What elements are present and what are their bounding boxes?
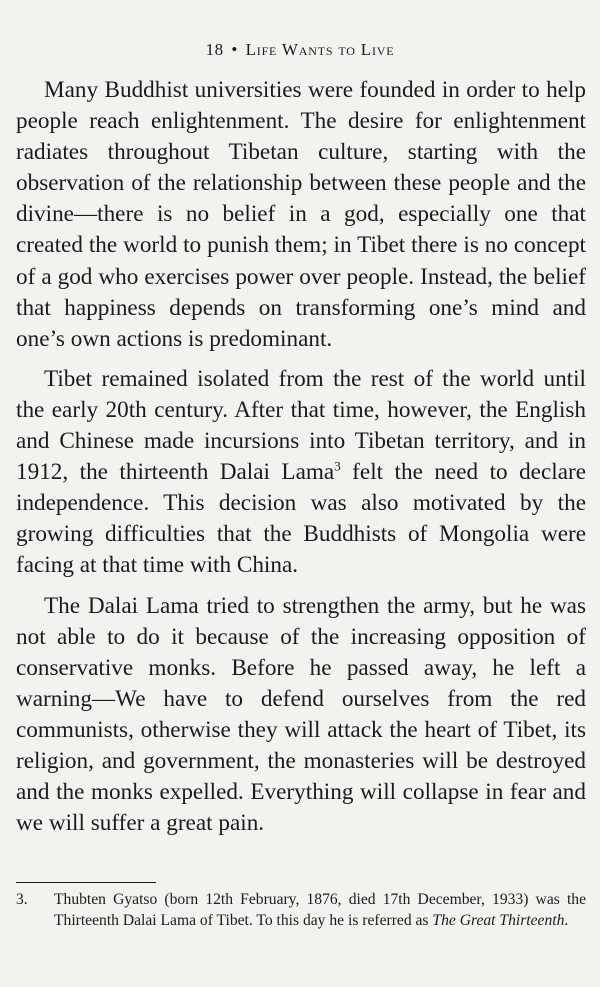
paragraph-2-text-after: felt the need to declare independence. This decision was also motivated by the growing difficulties that the Buddhists of Mongolia were facing at that time with China.: [16, 459, 586, 579]
paragraph-1: Many Buddhist universities were founded in order to help people reach enlightenment. The desire for enlightenment radiates throughout Tibetan culture, starting with the observation of the relationship between these people and the divine—there is no belief in a god, especially one that created the world to punish them; in Tibet there is no concept of a god who exercises power over people. Instead, the belief that happiness depends on transforming one’s mind and one’s own actions is predominant.: [16, 77, 586, 352]
footnote-italic-title: The Great Thirteenth: [432, 912, 565, 929]
paragraph-2-text-before: Tibet remained isolated from the rest of the world until the early 20th century. After that time, however, the English and Chinese made incursions into Tibetan territory, and in 1912, the thirteenth Dalai Lama: [16, 365, 586, 486]
footnote: [16, 889, 586, 931]
header-separator: •: [231, 40, 238, 59]
body-text: [16, 75, 586, 848]
footnote-body: Thubten Gyatso (born 12th February, 1876, died 17th December, 1933) was the Thirteenth Dalai Lama of Tibet. To this day he is referred as: [54, 891, 586, 929]
paragraph-3: The Dalai Lama tried to strengthen the army, but he was not able to do it because of the increasing opposition of conservative monks. Before he passed away, he left a warning—We have to defend ourselves from the red communists, otherwise they will attack the heart of Tibet, its religion, and government, the monasteries will be destroyed and the monks expelled. Everything will collapse in fear and we will suffer a great pain.: [16, 592, 586, 837]
footnote-reference[interactable]: 3: [334, 458, 341, 474]
footnote-text: [54, 889, 586, 931]
page-number: 18: [205, 40, 224, 59]
footnote-number: 3.: [16, 891, 28, 908]
footnote-divider: [16, 882, 156, 883]
book-title: Life Wants to Live: [245, 40, 395, 59]
running-header: [0, 40, 600, 60]
paragraph-2: [16, 364, 586, 582]
footnote-end: .: [564, 912, 569, 929]
